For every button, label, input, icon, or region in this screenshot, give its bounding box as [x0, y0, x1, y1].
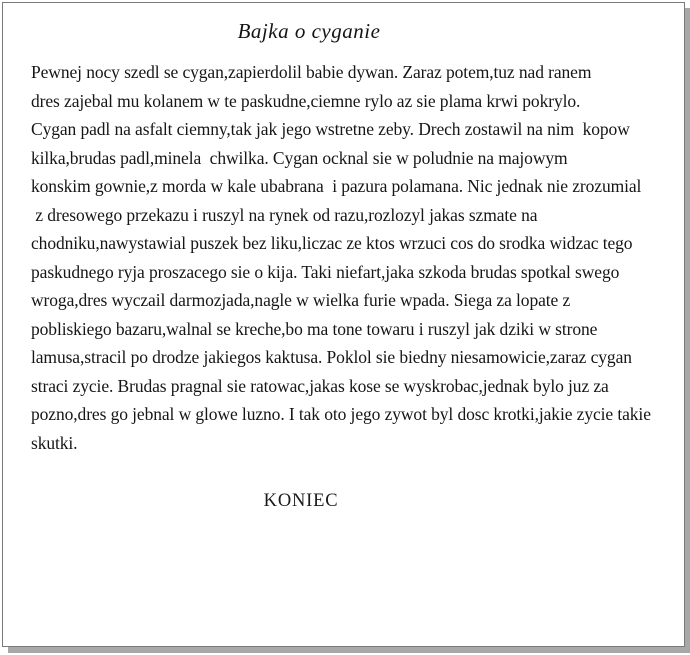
end-label: KONIEC [263, 491, 339, 511]
text-line: Pewnej nocy szedl se cygan,zapierdolil babie dywan. Zaraz potem,tuz nad ranem [31, 62, 592, 82]
document-title: Bajka o cyganie [237, 19, 381, 43]
text-line: straci zycie. Brudas pragnal sie ratowac,jakas kose se wyskrobac,jednak bylo juz za [31, 375, 609, 396]
text-line: paskudnego ryja proszacego sie o kija. Taki niefart,jaka szkoda brudas spotkal swego [31, 261, 620, 282]
text-line: konskim gownie,z morda w kale ubabrana i pazura polamana. Nic jednak nie zrozumial [31, 176, 642, 196]
text-line: z dresowego przekazu i ruszyl na rynek od razu,rozlozyl jakas szmate na [31, 204, 538, 225]
text-line: pobliskiego bazaru,walnal se kreche,bo ma tone towaru i ruszyl jak dziki w strone [31, 318, 598, 339]
text-line: Cygan padl na asfalt ciemny,tak jak jego wstretne zeby. Drech zostawil na nim kopow [31, 119, 630, 139]
document-page [2, 2, 685, 647]
text-line: pozno,dres go jebnal w glowe luzno. I tak oto jego zywot byl dosc krotki,jakie zycie takie [31, 404, 651, 424]
text-line: kilka,brudas padl,minela chwilka. Cygan ocknal sie w poludnie na majowym [31, 147, 568, 168]
text-line: skutki. [31, 432, 78, 453]
text-line: dres zajebal mu kolanem w te paskudne,ciemne rylo az sie plama krwi pokrylo. [31, 90, 581, 111]
text-line: wroga,dres wyczail darmozjada,nagle w wielka furie wpada. Siega za lopate z [31, 290, 571, 310]
end-row [3, 491, 599, 512]
text-line: chodniku,nawystawial puszek bez liku,liczac ze ktos wrzuci cos do srodka widzac tego [31, 233, 633, 253]
title-row [3, 19, 615, 44]
story-text [31, 58, 665, 457]
text-line: lamusa,stracil po drodze jakiegos kaktusa. Poklol sie biedny niesamowicie,zaraz cygan [31, 347, 632, 367]
